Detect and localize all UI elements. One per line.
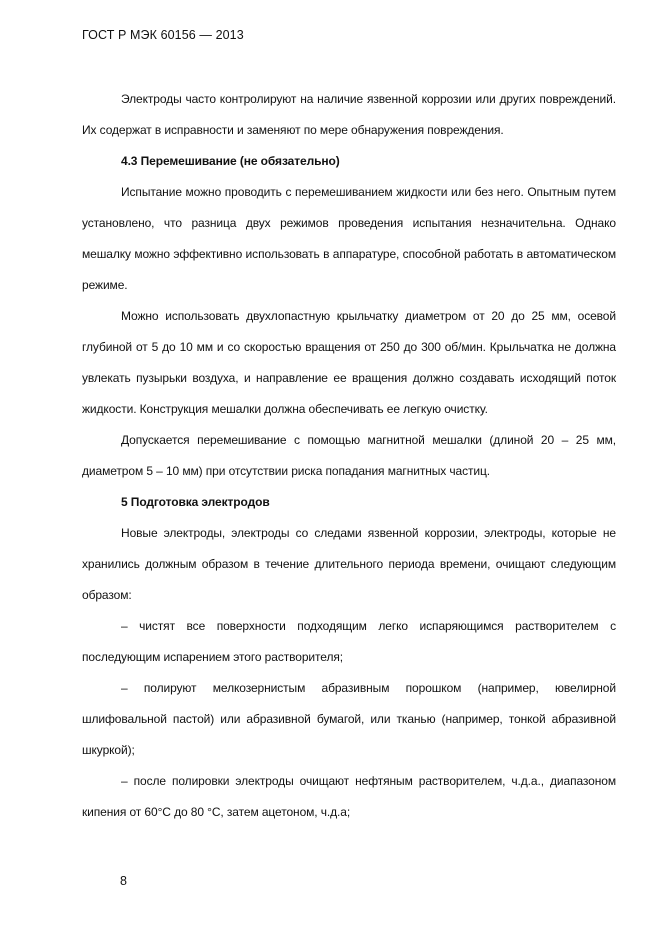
paragraph-impeller-spec: Можно использовать двухлопастную крыльчатку диаметром от 20 до 25 мм, осевой глубиной от 5 до 10 мм и со скоростью вращения от 250 до 300 об/мин. Крыльчатка не должна увлекать пузырьки воздуха, и направление ее вращения должно создавать исходящий поток жидкости. Конструкция мешалки должна обеспечивать ее легкую очистку. (82, 309, 616, 416)
paragraph-new-electrodes: Новые электроды, электроды со следами язвенной коррозии, электроды, которые не хранились должным образом в течение длительного периода времени, очищают следующим образом: (82, 526, 616, 602)
list-item-post-polish-clean: – после полировки электроды очищают нефтяным растворителем, ч.д.а., диапазоном кипения от 60°С до 80 °С, затем ацетоном, ч.д.а; (82, 774, 616, 819)
paragraph-electrode-inspection: Электроды часто контролируют на наличие язвенной коррозии или других повреждений. Их содержат в исправности и заменяют по мере обнаружения повреждения. (82, 92, 616, 137)
document-header: ГОСТ Р МЭК 60156 — 2013 (82, 28, 244, 42)
page-number: 8 (120, 874, 127, 888)
list-item-polish: – полируют мелкозернистым абразивным порошком (например, ювелирной шлифовальной пастой) или абразивной бумагой, или тканью (например, тонкой абразивной шкуркой); (82, 681, 616, 757)
paragraph-stirring-optional: Испытание можно проводить с перемешиванием жидкости или без него. Опытным путем установлено, что разница двух режимов проведения испытания незначительна. Однако мешалку можно эффективно использовать в аппаратуре, способной работать в автоматическом режиме. (82, 185, 616, 292)
section-heading-5: 5 Подготовка электродов (121, 495, 270, 509)
document-body (82, 84, 616, 828)
section-heading-4-3: 4.3 Перемешивание (не обязательно) (121, 154, 340, 168)
paragraph-magnetic-stirrer: Допускается перемешивание с помощью магнитной мешалки (длиной 20 – 25 мм, диаметром 5 – 10 мм) при отсутствии риска попадания магнитных частиц. (82, 433, 616, 478)
list-item-solvent-clean: – чистят все поверхности подходящим легко испаряющимся растворителем с последующим испарением этого растворителя; (82, 619, 616, 664)
